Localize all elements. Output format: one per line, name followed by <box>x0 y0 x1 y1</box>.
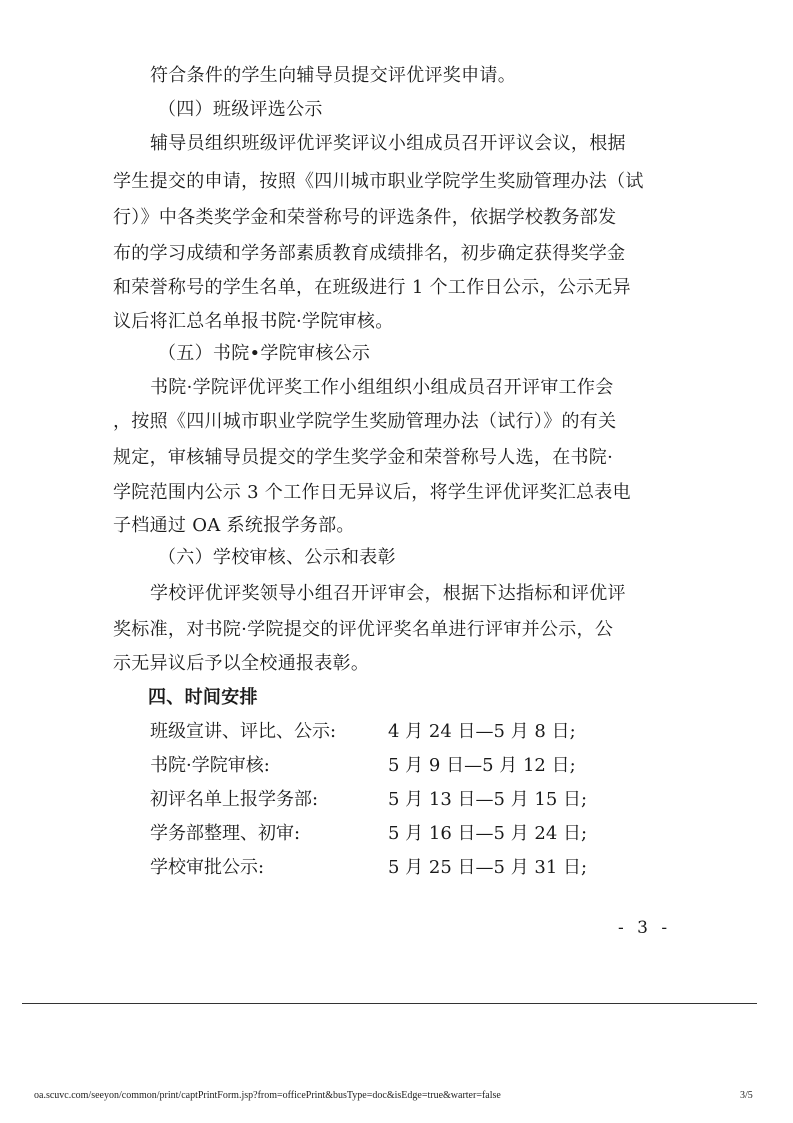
section-heading: 四、时间安排 <box>148 687 258 708</box>
paragraph-line: 学院范围内公示 3 个工作日无异议后，将学生评优评奖汇总表电 <box>113 482 631 503</box>
paragraph-line: 行）》中各类奖学金和荣誉称号的评选条件，依据学校教务部发 <box>113 207 617 228</box>
schedule-dates: 5 月 16 日—5 月 24 日; <box>388 823 588 844</box>
paragraph-line: 规定，审核辅导员提交的学生奖学金和荣誉称号人选，在书院· <box>113 447 614 468</box>
paragraph-line: 辅导员组织班级评优评奖评议小组成员召开评议会议，根据 <box>150 133 626 154</box>
page-number: - 3 - <box>618 918 672 938</box>
paragraph-line: 和荣誉称号的学生名单，在班级进行 1 个工作日公示，公示无异 <box>113 277 631 298</box>
divider-line <box>22 1003 757 1004</box>
paragraph-line: 示无异议后予以全校通报表彰。 <box>113 653 370 674</box>
schedule-label: 学务部整理、初审: <box>150 823 301 844</box>
schedule-label: 班级宣讲、评比、公示: <box>150 721 337 742</box>
schedule-label: 初评名单上报学务部: <box>150 789 319 810</box>
paragraph-line: 布的学习成绩和学务部素质教育成绩排名，初步确定获得奖学金 <box>113 243 626 264</box>
footer-url: oa.scuvc.com/seeyon/common/print/captPrintForm.jsp?from=officePrint&busType=doc&isEdge=true&warter=false <box>34 1090 501 1101</box>
paragraph-line: 学生提交的申请，按照《四川城市职业学院学生奖励管理办法（试 <box>113 171 644 192</box>
subsection-heading: （四）班级评选公示 <box>158 99 323 120</box>
schedule-dates: 5 月 9 日—5 月 12 日; <box>388 755 576 776</box>
schedule-dates: 4 月 24 日—5 月 8 日; <box>388 721 576 742</box>
paragraph-line: 议后将汇总名单报书院·学院审核。 <box>113 311 394 332</box>
paragraph-line: 奖标准，对书院·学院提交的评优评奖名单进行评审并公示，公 <box>113 619 614 640</box>
paragraph-line: 学校评优评奖领导小组召开评审会，根据下达指标和评优评 <box>150 583 626 604</box>
subsection-heading: （五）书院•学院审核公示 <box>158 343 371 364</box>
schedule-dates: 5 月 13 日—5 月 15 日; <box>388 789 588 810</box>
paragraph-line: 子档通过 OA 系统报学务部。 <box>113 515 355 536</box>
paragraph-line: 书院·学院评优评奖工作小组组织小组成员召开评审工作会 <box>150 377 614 398</box>
schedule-dates: 5 月 25 日—5 月 31 日; <box>388 857 588 878</box>
schedule-label: 学校审批公示: <box>150 857 265 878</box>
paragraph-line: ，按照《四川城市职业学院学生奖励管理办法（试行）》的有关 <box>113 411 617 432</box>
subsection-heading: （六）学校审核、公示和表彰 <box>158 547 396 568</box>
footer-page-count: 3/5 <box>740 1090 753 1101</box>
schedule-label: 书院·学院审核: <box>150 755 270 776</box>
paragraph-line: 符合条件的学生向辅导员提交评优评奖申请。 <box>150 65 516 86</box>
